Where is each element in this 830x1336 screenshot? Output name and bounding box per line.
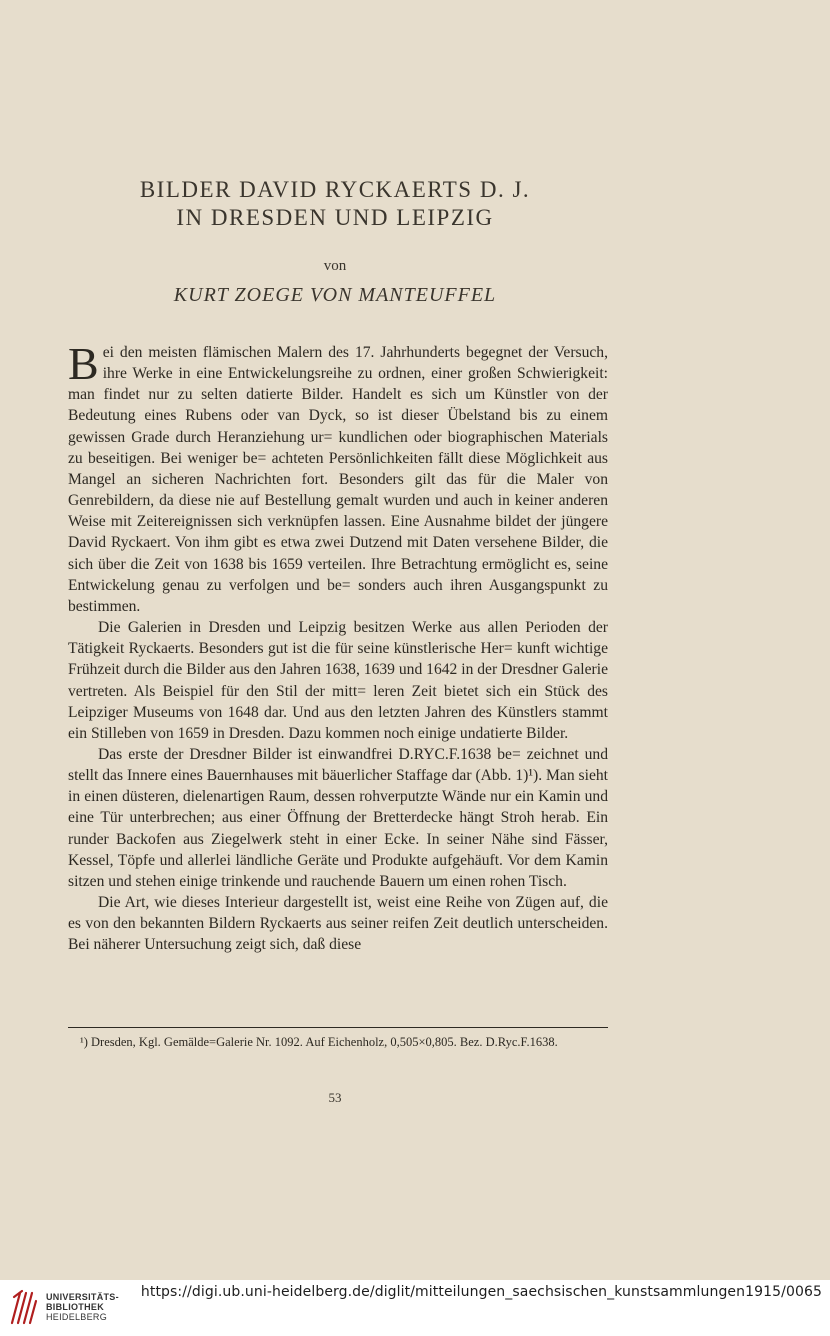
footnote-divider (68, 1027, 608, 1028)
page-number: 53 (328, 1090, 342, 1105)
library-logo-text[interactable] (46, 1292, 119, 1322)
logo-line-1: UNIVERSITÄTS- (46, 1292, 119, 1302)
logo-line-2: BIBLIOTHEK (46, 1302, 104, 1312)
footnote: ¹) Dresden, Kgl. Gemälde=Galerie Nr. 1092. Auf Eichenholz, 0,505×0,805. Bez. D.Ryc.F.1638. (80, 1035, 558, 1049)
drop-cap: B (68, 338, 99, 389)
permalink-url[interactable]: https://digi.ub.uni-heidelberg.de/diglit/mitteilungen_saechsischen_kunstsammlungen1915/0065 (140, 1284, 822, 1300)
paragraph-2: Die Galerien in Dresden und Leipzig besitzen Werke aus allen Perioden der Tätigkeit Ryckaerts. Besonders gut ist die für seine künstlerische Her= kunft wichtige Frühzeit durch die Bilder aus den Jahren 1638, 1639 und 1642 in der Dresdner Galerie vertreten. Als Beispiel für den Stil der mitt= leren Zeit bietet sich ein Stück des Leipziger Museums von 1648 dar. Und aus den letzten Jahren des Künstlers stammt ein Stilleben von 1659 in Dresden. Dazu kommen noch einige undatierte Bilder. (68, 619, 609, 742)
article-body (68, 338, 609, 956)
article-title-line-1: BILDER DAVID RYCKAERTS D. J. (139, 177, 531, 202)
byline-von: von (323, 258, 347, 274)
article-title-line-2: IN DRESDEN UND LEIPZIG (176, 205, 494, 230)
paragraph-4: Die Art, wie dieses Interieur dargestellt ist, weist eine Reihe von Zügen auf, die es von den bekannten Bildern Ryckaerts aus seiner reifen Zeit deutlich unterscheiden. Bei näherer Untersuchung zeigt sich, daß diese (68, 894, 608, 954)
author-name: KURT ZOEGE VON MANTEUFFEL (173, 284, 497, 306)
paragraph-3: Das erste der Dresdner Bilder ist einwandfrei D.RYC.F.1638 be= zeichnet und stellt das Innere eines Bauernhauses mit bäuerlicher Staffage dar (Abb. 1)¹). Man sieht in einen düsteren, dielenartigen Raum, dessen rohverputzte Wände nur ein Kamin und eine Tür unterbrechen; aus einer Öffnung der Bretterdecke hängt Stroh herab. Ein runder Backofen aus Ziegelwerk steht in einer Ecke. In seiner Nähe sind Fässer, Kessel, Töpfe und allerlei ländliche Geräte und Produkte aufgehäuft. Vor dem Kamin sitzen und stehen einige trinkende und rauchende Bauern um einen rohen Tisch. (68, 745, 608, 890)
library-logo-icon[interactable] (8, 1287, 38, 1327)
paragraph-1-text: ei den meisten flämischen Malern des 17. Jahrhunderts begegnet der Versuch, ihre Werke in eine Entwickelungsreihe zu ordnen, einer großen Schwierigkeit: man findet nur zu selten datierte Bilder. Handelt es sich um Künstler von der Bedeutung eines Rubens oder van Dyck, so ist dieser Übelstand bis zu einem gewissen Grade durch Heranziehung ur= kundlichen oder biographischen Materials zu beseitigen. Bei weniger be= achteten Persönlichkeiten fällt diese Möglichkeit aus Mangel an sicheren Nachrichten fort. Besonders gilt das für die Maler von Genrebildern, da diese nie auf Bestellung gemalt wurden und auch in keiner anderen Weise mit Zeitereignissen sich verknüpfen lassen. Eine Ausnahme bildet der jüngere David Ryckaert. Von ihm gibt es etwa zwei Dutzend mit Daten versehene Bilder, die sich über die Zeit von 1638 bis 1659 verteilen. Ihre Betrachtung ermöglicht es, seine Entwickelung genau zu verfolgen und be= sonders auch ihren Ausgangspunkt zu bestimmen. (68, 344, 608, 615)
logo-line-3: HEIDELBERG (46, 1312, 108, 1322)
paragraph-1 (68, 338, 608, 617)
